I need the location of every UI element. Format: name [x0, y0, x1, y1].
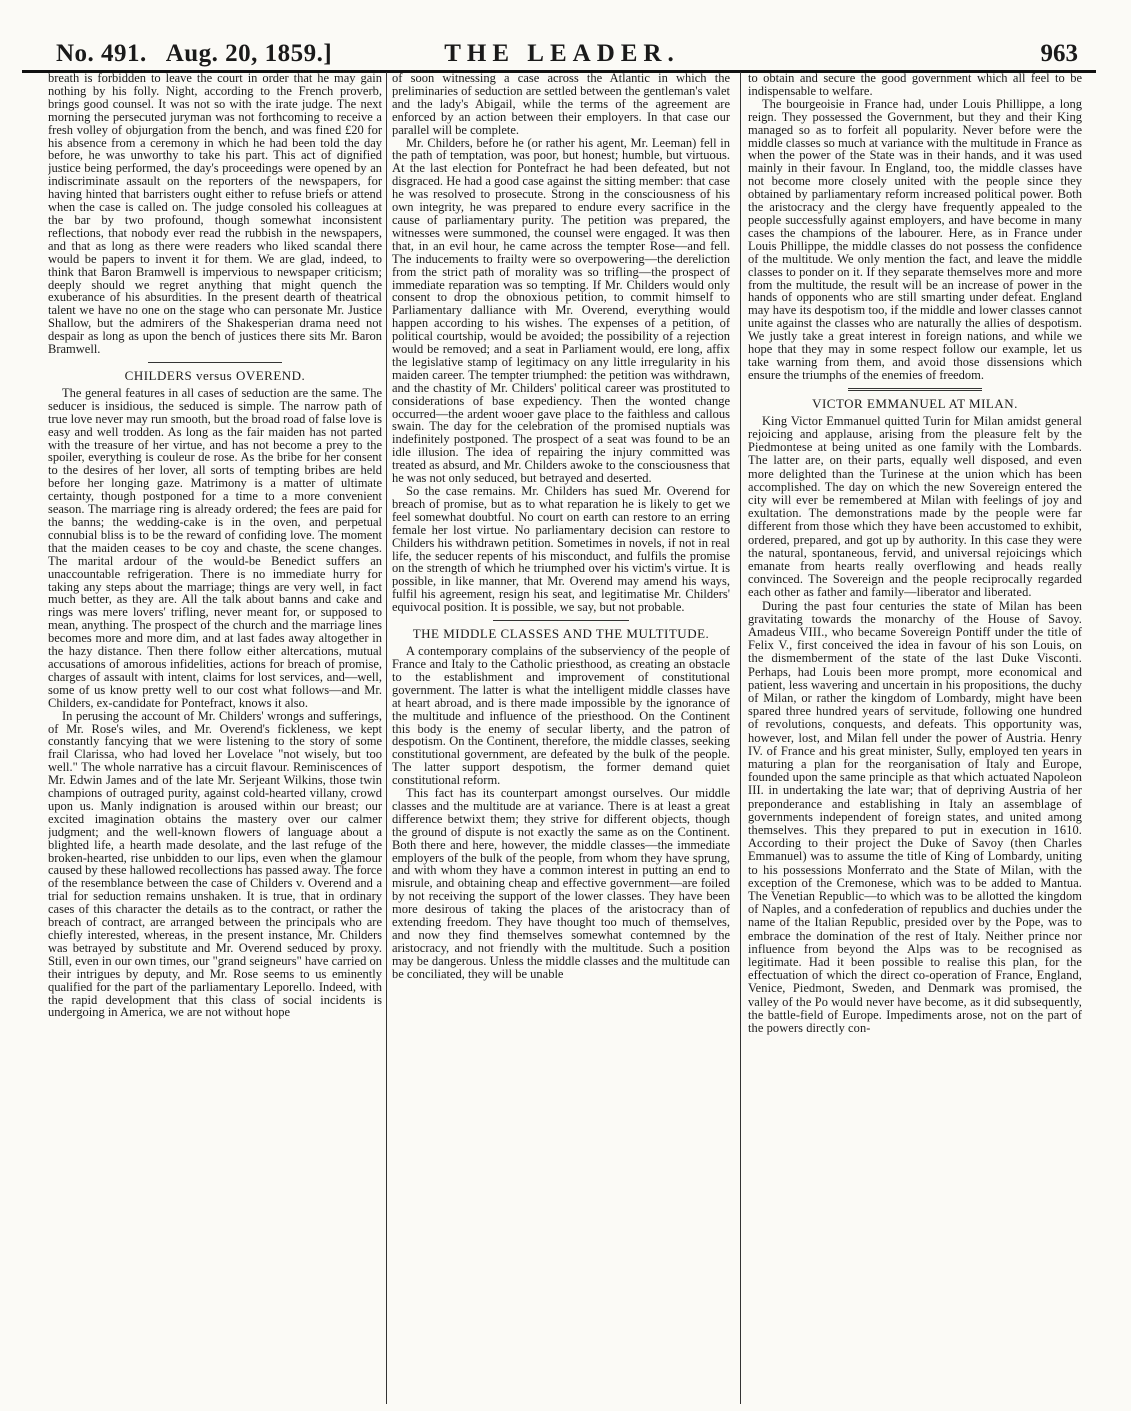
column-2: [392, 72, 730, 1404]
page-number: 963: [1040, 40, 1078, 67]
paragraph: King Victor Emmanuel quitted Turin for Milan amidst general rejoicing and applause, arising from the pleasure felt by the Piedmontese at being united as one family with the Lombards. The latter are, on their parts, equally well disposed, and even more delighted than the Turinese at the union which has been accomplished. The day on which the new Sovereign entered the city will ever be remembered at Milan with feelings of joy and exultation. The demonstrations made by the people were far different from those which they have been accustomed to exhibit, ordered, prepared, and got up by authority. In this case they were the natural, spontaneous, fervid, and universal rejoicings which emanate from hearts really overflowing and heads really convinced. The Sovereign and the people reciprocally regarded each other as father and family—liberator and liberated.: [748, 413, 1082, 600]
article-separator: [148, 362, 282, 363]
article-heading-childers: CHILDERS versus OVEREND.: [124, 367, 306, 383]
paragraph: In perusing the account of Mr. Childers' wrongs and sufferings, of Mr. Rose's wiles, and Mr. Overend's fickleness, we kept constantly fancying that we were listening to the story of some frail Clarissa, who had loved her Lovelace "not wisely, but too well." The whole narrative has a circuit flavour. Reminiscences of Mr. Edwin James and of the late Mr. Serjeant Wilkins, those twin champions of outraged purity, against cold-hearted villany, crowd upon us. Manly indignation is aroused within our breast; our excited imagination obtains the mastery over our calmer judgment; and the well-known flowers of language about a blighted life, a hearth made desolate, and the last refuge of the broken-hearted, rise unbidden to our lips, even when the glamour caused by these hallowed recollections has passed away. The force of the resemblance between the case of Childers v. Overend and a trial for seduction remains unshaken. It is true, that in ordinary cases of this character the details as to the contract, or rather the breach of contract, are arranged between the principals who are chiefly interested, whereas, in the present instance, Mr. Childers was betrayed by substitute and Mr. Overend seduced by proxy. Still, even in our own times, our "grand seigneurs" have carried on their intrigues by deputy, and Mr. Rose seems to us eminently qualified for the part of the parliamentary Leporello. Indeed, with the rapid development that this class of social incidents is undergoing in America, we are not without hope: [48, 708, 382, 1020]
paragraph: A contemporary complains of the subserviency of the people of France and Italy to the Catholic priesthood, as creating an obstacle to the establishment and improvement of constitutional government. The latter is what the intelligent middle classes have at heart abroad, and is there made impossible by the ignorance of the multitude and influence of the priesthood. On the Continent this body is the enemy of secular liberty, and the patron of despotism. On the Continent, therefore, the middle classes, seeking constitutional government, are defeated by the bulk of the people. The latter support despotism, the former demand quiet constitutional reform.: [392, 644, 730, 788]
newspaper-title: THE LEADER.: [444, 40, 680, 67]
article-heading-middle-classes: THE MIDDLE CLASSES AND THE MULTITUDE.: [412, 626, 710, 642]
article-continuation: breath is forbidden to leave the court in order that he may gain nothing by his folly. Night, according to the French proverb, brings good counsel. It was not so with the irate judge. The next morning the persecuted juryman was not forthcoming to receive a fresh volley of objurgation from the bench, and was fined £20 for his absence from a ceremony in which he had been told the day before, he was unworthy to take his part. This act of dignified justice being performed, the day's proceedings were opened by an indiscriminate assault on the reporters of the newspapers, for having hinted that barristers ought either to refuse briefs or attend when the case is called on. The judge consoled his colleagues at the bar by two profound, though somewhat inconsistent reflections, that nobody ever read the rubbish in the newspapers, and that as long as there were readers who liked scandal there would be papers to invent it for them. We are glad, indeed, to think that Baron Bramwell is impervious to newspaper criticism; deeply should we regret anything that might quench the exuberance of his absurdities. In the present dearth of theatrical talent we have no one on the stage who can personate Mr. Justice Shallow, but the admirers of the Shakesperian drama need not despair as long as upon the bench of justices there sits Mr. Baron Bramwell.: [48, 72, 382, 357]
article-continuation: of soon witnessing a case across the Atlantic in which the preliminaries of seduction are settled between the gentleman's valet and the lady's Abigail, while the terms of the agreement are enforced by an action between their employers. In that case our parallel will be complete.: [392, 72, 730, 137]
paragraph: The bourgeoisie in France had, under Louis Phillippe, a long reign. They possessed the Government, but they and their King managed so as to forfeit all popularity. Never before were the middle classes so much at variance with the multitude in France as when the power of the State was in their hands, and it was used mainly in their favour. In England, too, the middle classes have not become more closely united with the people since they obtained by parliamentary reform increased political power. Both the aristocracy and the clergy have frequently appealed to the people successfully against employers, and have become in many cases the champions of the labourer. Here, as in France under Louis Phillippe, the middle classes do not possess the confidence of the multitude. We only mention the fact, and leave the middle classes to ponder on it. If they separate themselves more and more from the multitude, the result will be an increase of power in the hands of opponents who are still smarting under defeat. England may have its despotism too, if the middle and lower classes cannot unite against the classes who are naturally the allies of despotism. We justly take a great interest in foreign nations, and while we hope that they may in some respect follow our example, let us take warning from them, and avoid those dissensions which ensure the triumphs of the enemies of freedom.: [748, 96, 1082, 382]
paragraph: The general features in all cases of seduction are the same. The seducer is insidious, the seduced is simple. The narrow path of true love never may run smooth, but the broad road of false love is easy and well trodden. As long as the fair maiden has not parted with the treasure of her virtue, and has not become a prey to the spoiler, everything is couleur de rose. As the bribe for her consent to the desires of her lover, all sorts of tempting bribes are held before her longing gaze. Matrimony is a matter of ultimate certainty, though postponed for a time to a more convenient season. The marriage ring is already ordered; the fees are paid for the banns; the wedding-cake is in the oven, and perpetual connubial bliss is to be the reward of confiding love. The moment that the maiden ceases to be coy and chaste, the scene changes. The marital ardour of the would-be Benedict suffers an unaccountable refrigeration. There is no immediate hurry for taking any steps about the marriage; things are very well, in fact much better, as they are. All the talk about banns and cake and rings was mere lovers' trifling, never meant for, or supposed to mean, anything. The prospect of the church and the marriage lines becomes more and more dim, and at last fades away altogether in the hazy distance. Then there follow either altercations, mutual accusations of amorous infidelities, actions for breach of promise, charges of assault with intent, claims for lost services, and—well, some of us know pretty well to our cost what follows—and Mr. Childers, ex-candidate for Pontefract, knows it also.: [48, 385, 382, 710]
issue-number: No. 491.: [56, 40, 147, 67]
paragraph: This fact has its counterpart amongst ourselves. Our middle classes and the multitude are at variance. There is at least a great difference betwixt them; they strive for different objects, though the ground of dispute is not exactly the same as on the Continent. Both there and here, however, the middle classes—the immediate employers of the bulk of the people, from whom they have sprung, and with whom they have a common interest in putting an end to misrule, and obtaining cheap and effective government—are foiled by not receiving the support of the lower classes. They have been more desirous of taking the places of the aristocracy than of extending freedom. They have thought too much of themselves, and now they find themselves somewhat contemned by the aristocracy, and not friendly with the multitude. Such a position may be dangerous. Unless the middle classes and the multitude can be conciliated, they will be unable: [392, 786, 730, 981]
article-separator: [848, 388, 982, 391]
masthead: [22, 40, 1102, 74]
article-continuation: to obtain and secure the good government which all feel to be indispensable to welfare.: [748, 72, 1082, 98]
column-divider: [386, 72, 387, 1404]
paragraph: So the case remains. Mr. Childers has sued Mr. Overend for breach of promise, but as to what reparation he is likely to get we feel somewhat doubtful. No court on earth can restore to an erring female her lost virtue. No parliamentary decision can restore to Childers his withdrawn petition. Sometimes in novels, if not in real life, the seducer repents of his misconduct, and fulfils the promise on the strength of which he triumphed over his victim's virtue. It is possible, in like manner, that Mr. Overend may amend his ways, fulfil his agreement, resign his seat, and legitimatise Mr. Childers' equivocal position. It is possible, we say, but not probable.: [392, 484, 730, 615]
paragraph: During the past four centuries the state of Milan has been gravitating towards the monarchy of the House of Savoy. Amadeus VIII., who became Sovereign Pontiff under the title of Felix V., first conceived the idea in favour of his son Louis, on the dismemberment of the state of the last Duke Visconti. Perhaps, had Louis been more prompt, more economical and patient, less wavering and uncertain in his propositions, the duchy of Milan, or rather the kingdom of Lombardy, might have been spared three hundred years of servitude, following one hundred of revolutions, conquests, and defeats. This opportunity was, however, lost, and Milan fell under the power of Austria. Henry IV. of France and his great minister, Sully, employed ten years in maturing a plan for the reorganisation of Italy and Europe, founded upon the same principle as that which actuated Napoleon III. in undertaking the late war; that of depriving Austria of her preponderance and establishing in Italy an assemblage of governments independent of foreign states, and united among themselves. This they prepared to put in execution in 1610. According to their project the Duke of Savoy (then Charles Emmanuel) was to assume the title of King of Lombardy, uniting to his possessions Monferrato and the State of Milan, with the exception of the Cremonese, which was to be added to Mantua. The Venetian Republic—to which was to be allotted the kingdom of Naples, and a confederation of republics and duchies under the name of the Italian Republic, presided over by the Pope, was to embrace the domination of the rest of Italy. Neither prince nor influence from beyond the Alps was to be recognised as legitimate. Had it been possible to realise this plan, for the effectuation of which the direct co-operation of France, England, Venice, Piedmont, Sweden, and Denmark was promised, the valley of the Po would never have become, as it did subsequently, the battle-field of Europe. Impediments arose, not on the part of the powers directly con-: [748, 598, 1082, 1036]
article-heading-victor-emmanuel: VICTOR EMMANUEL AT MILAN.: [812, 395, 1018, 411]
paragraph: Mr. Childers, before he (or rather his agent, Mr. Leeman) fell in the path of temptation, was poor, but honest; humble, but virtuous. At the last election for Pontefract he had been defeated, but not disgraced. He had a good case against the sitting member: that case he was resolved to prosecute. Strong in the consciousness of his own integrity, he was prepared to endure every sacrifice in the cause of parliamentary purity. The petition was prepared, the witnesses were summoned, the counsel were engaged. It was then that, in an evil hour, he came across the tempter Rose—and fell. The inducements to frailty were so overpowering—the dereliction from the strict path of morality was so trifling—the prospect of immediate reparation was so tempting. If Mr. Childers would only consent to drop the obnoxious petition, to commit himself to Parliamentary dalliance with Mr. Overend, everything would happen according to his wishes. The expenses of a petition, of political courtship, would be avoided; the possibility of a rejection would be removed; and a seat in Parliament would, ere long, affix the legislative stamp of legitimacy on any little irregularity in his maiden career. The tempter triumphed: the petition was withdrawn, and the chastity of Mr. Childers' political career was prostituted to considerations of base expediency. Then the wonted change occurred—the ardent wooer gave place to the faithless and callous swain. The day for the celebration of the promised nuptials was indefinitely postponed. The prospect of a seat was found to be an idle illusion. The idea of repairing the injury committed was treated as absurd, and Mr. Childers awoke to the consciousness that he was not only seduced, but betrayed and deserted.: [392, 135, 730, 486]
column-3: [748, 72, 1082, 1404]
column-1: [48, 72, 382, 1404]
article-separator: [493, 620, 628, 621]
issue-date-text: Aug. 20, 1859.]: [165, 40, 333, 67]
column-divider: [740, 72, 741, 1404]
